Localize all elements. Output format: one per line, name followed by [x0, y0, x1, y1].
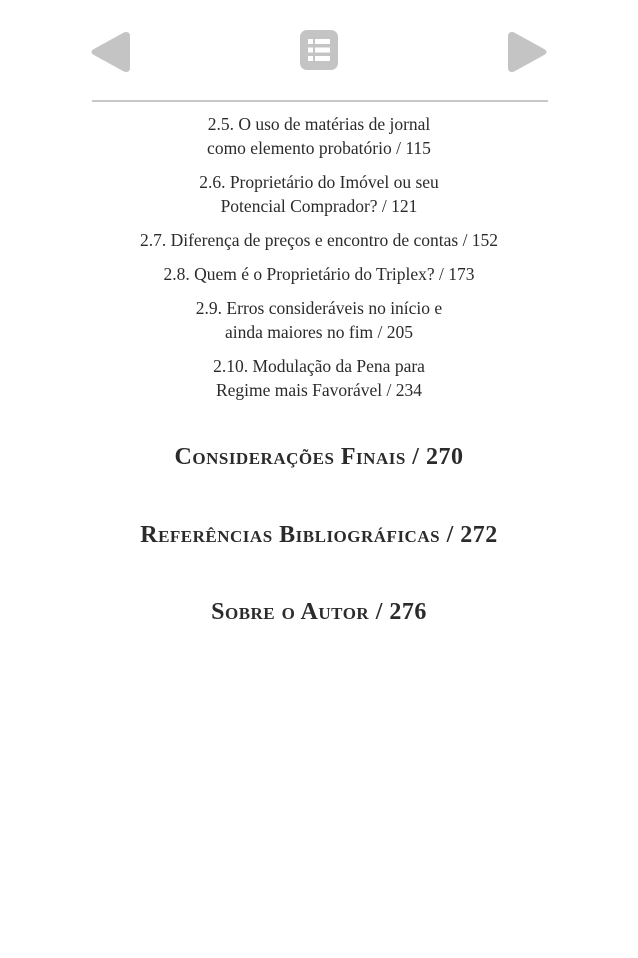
previous-page-button[interactable] [90, 30, 130, 74]
toc-entry-line: 2.6. Proprietário do Imóvel ou seu [199, 172, 439, 192]
toc-chapter-referencias-bibliograficas[interactable]: Referências Bibliográficas / 272 [140, 522, 498, 548]
toc-entry-2-10[interactable] [0, 354, 638, 402]
toc-entry-line: 2.9. Erros consideráveis no início e [195, 298, 443, 318]
header-divider [92, 100, 548, 102]
next-page-button[interactable] [508, 30, 548, 74]
toc-entry-line: ainda maiores no fim / 205 [224, 322, 414, 342]
table-of-contents [0, 112, 638, 412]
toc-entry-line: Regime mais Favorável / 234 [215, 380, 423, 400]
toc-chapter-consideracoes-finais[interactable]: Considerações Finais / 270 [174, 444, 464, 470]
triangle-right-icon [508, 32, 547, 72]
toc-entry-2-5[interactable] [0, 112, 638, 160]
toc-entry-2-6[interactable] [0, 170, 638, 218]
navigation-bar [0, 0, 638, 100]
toc-entry-line: 2.5. O uso de matérias de jornal [207, 114, 431, 134]
toc-entry-line: 2.8. Quem é o Proprietário do Triplex? / 173 [163, 264, 475, 284]
list-icon [300, 30, 338, 70]
toc-chapter-sobre-o-autor[interactable]: Sobre o Autor / 276 [211, 599, 427, 625]
toc-entry-line: Potencial Comprador? / 121 [220, 196, 418, 216]
toc-entry-line: 2.10. Modulação da Pena para [213, 356, 425, 376]
triangle-left-icon [92, 32, 131, 72]
toc-entry-2-8[interactable] [0, 262, 638, 286]
toc-entry-line: 2.7. Diferença de preços e encontro de contas / 152 [139, 230, 499, 250]
toc-entry-line: como elemento probatório / 115 [207, 138, 431, 158]
toc-entry-2-9[interactable] [0, 296, 638, 344]
toc-entry-2-7[interactable] [0, 228, 638, 252]
table-of-contents-button[interactable] [299, 28, 339, 72]
